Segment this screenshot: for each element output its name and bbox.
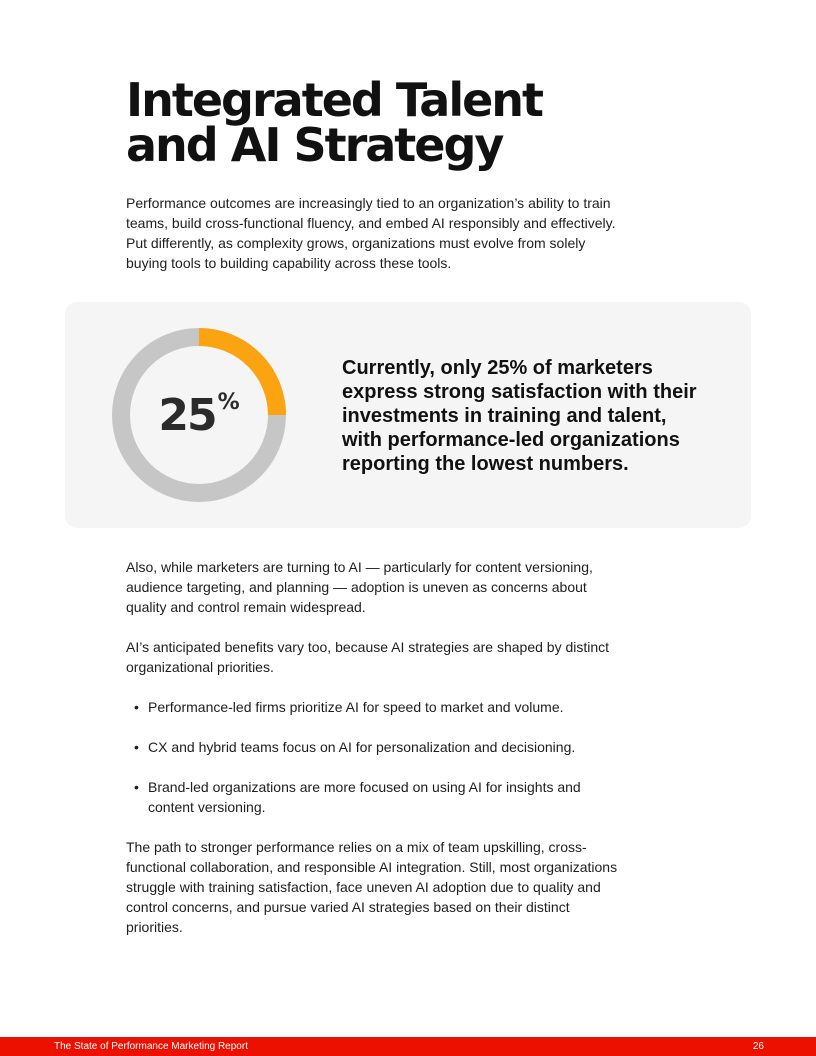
page-number: 26 [752, 1041, 764, 1052]
page-footer [0, 1037, 816, 1056]
list-item-text: CX and hybrid teams focus on AI for personalization and decisioning. [148, 739, 576, 755]
list-item [126, 697, 626, 717]
bullet-icon: • [134, 779, 139, 795]
priority-list [126, 697, 626, 817]
body-paragraph-2: AI’s anticipated benefits vary too, because AI strategies are shaped by distinct organizational priorities. [126, 639, 610, 675]
list-item-text: Performance-led firms prioritize AI for speed to market and volume. [148, 699, 564, 715]
body-copy [126, 557, 626, 957]
stat-callout-panel [65, 302, 751, 528]
page-title [126, 73, 686, 172]
donut-chart [112, 328, 286, 502]
list-item [126, 737, 626, 757]
stat-value: 25 [158, 389, 216, 441]
body-paragraph-3: The path to stronger performance relies on a mix of team upskilling, cross-functional collaboration, and responsible AI integration. Still, most organizations struggle with training satisfaction, face uneven AI adoption due to quality and control concerns, and pursue varied AI strategies based on their distinct priorities. [126, 839, 618, 935]
footer-report-title: The State of Performance Marketing Report [54, 1041, 248, 1052]
stat-unit: % [217, 390, 240, 415]
body-paragraph-1: Also, while marketers are turning to AI — particularly for content versioning, audience targeting, and planning — adoption is uneven as concerns about quality and control remain widespread. [126, 559, 593, 615]
bullet-icon: • [134, 739, 139, 755]
title-line-1: Integrated Talent [126, 73, 543, 127]
stat-description: Currently, only 25% of marketers express strong satisfaction with their investments in training and talent, with performance-led organizations reporting the lowest numbers. [342, 357, 697, 475]
bullet-icon: • [134, 699, 139, 715]
title-line-2: and AI Strategy [126, 118, 503, 172]
list-item [126, 777, 626, 817]
intro-paragraph: Performance outcomes are increasingly tied to an organization’s ability to train teams, build cross-functional fluency, and embed AI responsibly and effectively. Put differently, as complexity grows, organizations must evolve from solely buying tools to building capability across these tools. [126, 195, 616, 271]
donut-value-label [112, 328, 286, 502]
list-item-text: Brand-led organizations are more focused on using AI for insights and content versioning. [148, 779, 581, 815]
